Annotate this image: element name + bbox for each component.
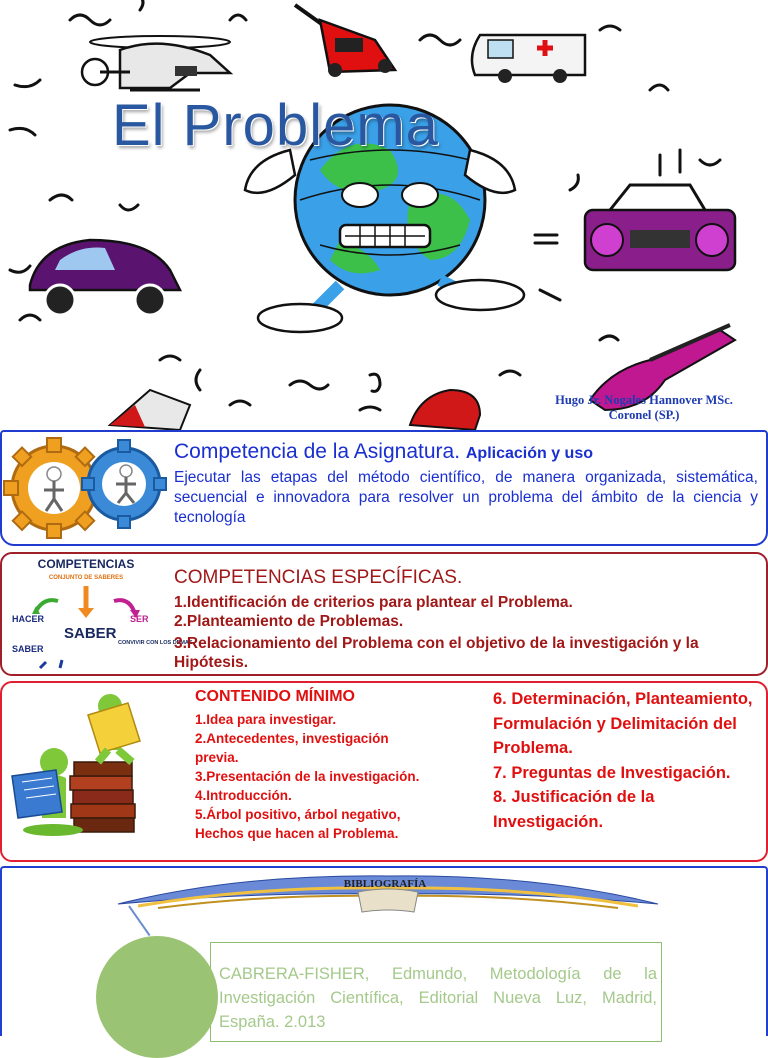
list-item: 2.Antecedentes, investigación previa.: [195, 731, 389, 765]
contenido-list-left: [195, 710, 435, 843]
cartoon-illustration: [0, 0, 768, 430]
saber-center-label: SABER: [64, 625, 117, 642]
list-item: 8. Justificación de la Investigación.: [493, 788, 655, 831]
header-illustration: [0, 0, 768, 430]
author-rank: Coronel (SP.): [608, 408, 680, 422]
green-circle: [96, 936, 218, 1058]
reference-text: CABRERA-FISHER, Edmundo, Metodología de la Investigación Científica, Editorial Nueva Luz, Madrid, España. 2.013: [219, 965, 657, 1031]
reading-figures-icon: [8, 690, 188, 840]
list-item: 3.Relacionamiento del Problema con el objetivo de la investigación y la Hipótesis.: [174, 635, 699, 671]
competencias-especificas-list: [174, 593, 764, 672]
list-item: 1.Idea para investigar.: [195, 712, 337, 727]
author-name: Hugo Jr. Nogales Hannover MSc.: [555, 393, 733, 407]
author-credit: [520, 393, 768, 423]
competencia-heading: Competencia de la Asignatura. Aplicación y uso: [174, 440, 593, 463]
competencias-diagram-sub: CONJUNTO DE SABERES: [48, 575, 124, 581]
competencia-subtitle: Aplicación y uso: [465, 445, 593, 462]
hacer-label: HACER: [12, 614, 45, 624]
bibliografia-title: BIBLIOGRAFÍA: [343, 878, 427, 890]
list-item: 4.Introducción.: [195, 788, 292, 803]
list-item: 1.Identificación de criterios para plantear el Problema.: [174, 594, 573, 611]
page-title: El Problema: [112, 93, 439, 158]
contenido-minimo-title: CONTENIDO MÍNIMO: [195, 688, 355, 705]
list-item: 6. Determinación, Planteamiento, Formulación y Delimitación del Problema.: [493, 690, 753, 757]
saber-left-label: SABER: [12, 644, 44, 654]
competencias-diagram-heading: COMPETENCIAS: [37, 557, 135, 571]
arrow-down-icon: [78, 608, 94, 618]
list-item: 3.Presentación de la investigación.: [195, 769, 420, 784]
list-item: 5.Árbol positivo, árbol negativo, Hechos que hacen al Problema.: [195, 807, 401, 841]
convivir-label: CONVIVIR CON LOS DEMAS: [118, 640, 193, 646]
competencias-diagram: [6, 556, 193, 668]
competencia-title: Competencia de la Asignatura: [174, 440, 455, 463]
list-item: 2.Planteamiento de Problemas.: [174, 613, 404, 630]
competencia-description: Ejecutar las etapas del método científico, de manera organizada, sistemática, secuencial e innovadora para resolver un problema del ámbito de la ciencia y tecnología: [174, 469, 758, 526]
contenido-list-right: [493, 687, 763, 834]
ser-label: SER: [130, 614, 149, 624]
list-item: 7. Preguntas de Investigación.: [493, 763, 731, 782]
competencias-especificas-title: COMPETENCIAS ESPECÍFICAS.: [174, 567, 463, 588]
gears-icon: [4, 434, 170, 542]
